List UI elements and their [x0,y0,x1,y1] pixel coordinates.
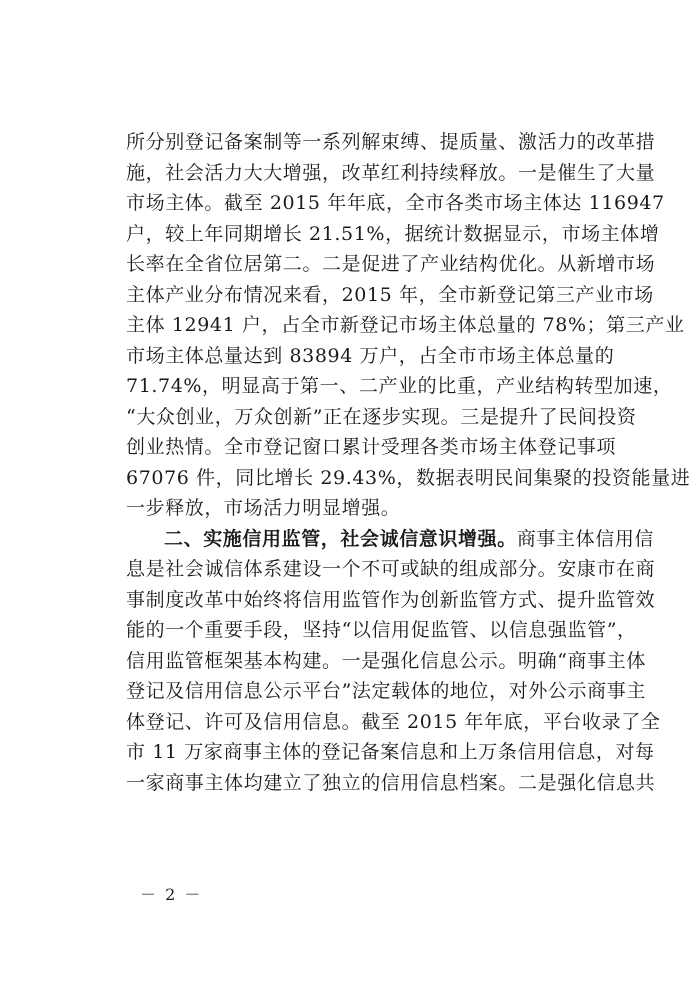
text-line: 所分别登记备案制等一系列解束缚、提质量、激活力的改革措 [126,131,656,153]
document-body [126,127,691,798]
text-line: 71.74%，明显高于第一、二产业的比重，产业结构转型加速， [126,375,673,397]
text-line: 息是社会诚信体系建设一个不可或缺的组成部分。安康市在商 [126,558,656,580]
text-line: 施，社会活力大大增强，改革红利持续释放。一是催生了大量 [126,161,656,184]
page-number: － 2 － [140,885,203,904]
section-heading-line [126,524,655,555]
text-line: 体登记、许可及信用信息。截至 2015 年年底，平台收录了全 [126,710,661,733]
text-span: 商事主体信用信 [516,527,655,550]
text-line: 信用监管框架基本构建。一是强化信息公示。明确“商事主体 [126,649,646,672]
text-line: 长率在全省位居第二。二是促进了产业结构优化。从新增市场 [126,253,656,275]
text-line: “大众创业，万众创新”正在逐步实现。三是提升了民间投资 [126,405,637,428]
text-line: 登记及信用信息公示平台”法定载体的地位，对外公示商事主 [126,680,646,702]
text-line: 主体 12941 户，占全市新登记市场主体总量的 78%；第三产业 [126,314,685,336]
text-line: 一家商事主体均建立了独立的信用信息档案。二是强化信息共 [126,771,656,794]
text-line: 一步释放，市场活力明显增强。 [126,497,401,519]
text-line: 主体产业分布情况来看，2015 年，全市新登记第三产业市场 [126,283,654,306]
text-line: 67076 件，同比增长 29.43%，数据表明民间集聚的投资能量进 [126,466,691,489]
text-line: 事制度改革中始终将信用监管作为创新监管方式、提升监管效 [126,588,656,611]
text-line: 户，较上年同期增长 21.51%，据统计数据显示，市场主体增 [126,222,660,245]
text-line: 市场主体。截至 2015 年年底，全市各类市场主体达 116947 [126,192,665,214]
text-line: 市 11 万家商事主体的登记备案信息和上万条信用信息，对每 [126,741,655,763]
text-line: 能的一个重要手段，坚持“以信用促监管、以信息强监管”， [126,619,637,641]
section-heading: 二、实施信用监管，社会诚信意识增强。 [164,527,517,550]
text-line: 市场主体总量达到 83894 万户，占全市市场主体总量的 [126,344,615,367]
text-line: 创业热情。全市登记窗口累计受理各类市场主体登记事项 [126,436,617,458]
